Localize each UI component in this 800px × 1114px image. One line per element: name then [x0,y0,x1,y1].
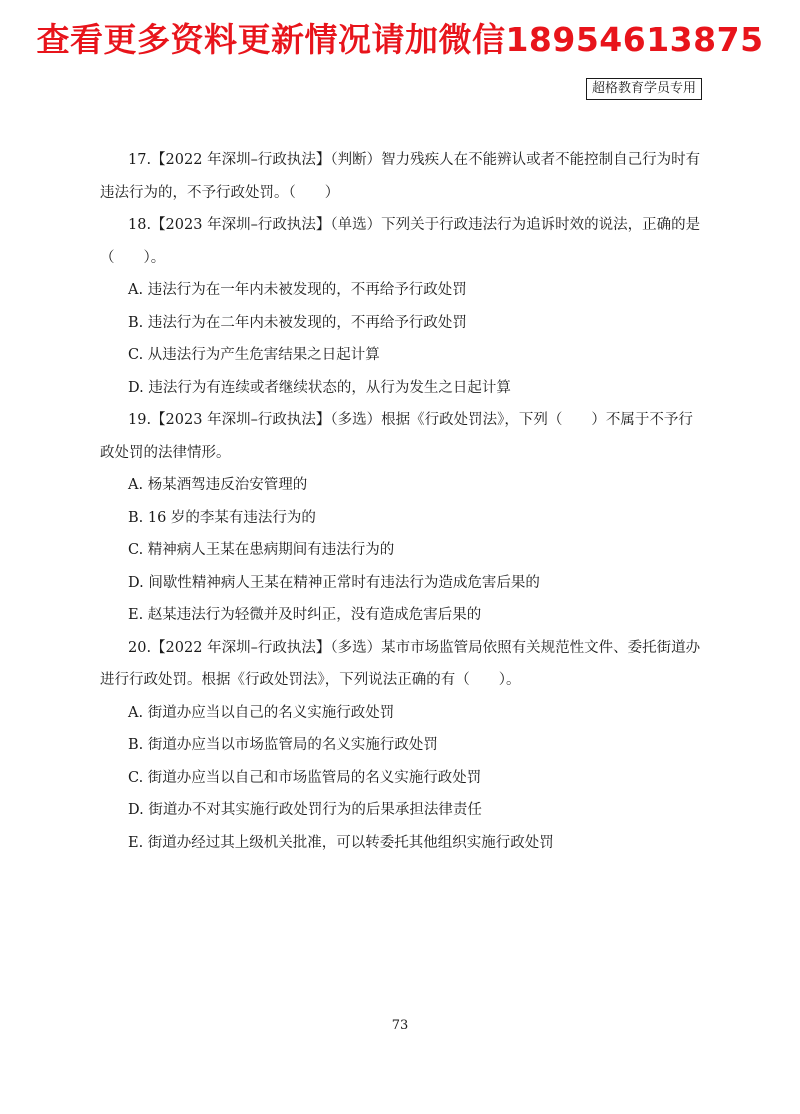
question-20-option-b: B. 街道办应当以市场监管局的名义实施行政处罚 [128,737,438,753]
page-number: 73 [391,1018,409,1033]
question-19-option-d: D. 间歇性精神病人王某在精神正常时有违法行为造成危害后果的 [128,574,540,591]
question-19-option-c: C. 精神病人王某在患病期间有违法行为的 [128,542,395,558]
question-18-option-d: D. 违法行为有连续或者继续状态的，从行为发生之日起计算 [128,379,511,396]
question-20-option-c: C. 街道办应当以自己和市场监管局的名义实施行政处罚 [128,769,482,786]
question-20-stem: 20.【2022 年深圳–行政执法】（多选）某市市场监管局依照有关规范性文件、委托街道办进行行政处罚。根据《行政处罚法》，下列说法正确的有（ ）。 [100,639,701,688]
question-18-option-c: C. 从违法行为产生危害结果之日起计算 [128,347,380,363]
question-20-option-e: E. 街道办经过其上级机关批准，可以转委托其他组织实施行政处罚 [128,834,554,851]
question-19-option-a: A. 杨某酒驾违反治安管理的 [128,477,308,493]
question-19-stem: 19.【2023 年深圳–行政执法】（多选）根据《行政处罚法》，下列（ ）不属于不予行政处罚的法律情形。 [100,412,693,461]
question-18-stem: 18.【2023 年深圳–行政执法】（单选）下列关于行政违法行为追诉时效的说法，正确的是（ ）。 [100,217,701,266]
question-18-option-b: B. 违法行为在二年内未被发现的，不再给予行政处罚 [128,314,467,331]
question-20-option-d: D. 街道办不对其实施行政处罚行为的后果承担法律责任 [128,802,482,818]
question-list [100,144,704,859]
question-17-stem: 17.【2022 年深圳–行政执法】（判断）智力残疾人在不能辨认或者不能控制自己行为时有违法行为的，不予行政处罚。（ ） [100,152,701,201]
student-use-stamp: 超格教育学员专用 [586,78,702,100]
watermark-banner: 查看更多资料更新情况请加微信18954613875 [36,20,764,59]
question-19-option-e: E. 赵某违法行为轻微并及时纠正，没有造成危害后果的 [128,607,482,623]
question-18-option-a: A. 违法行为在一年内未被发现的，不再给予行政处罚 [128,282,467,298]
question-19-option-b: B. 16 岁的李某有违法行为的 [128,509,316,526]
question-20-option-a: A. 街道办应当以自己的名义实施行政处罚 [128,704,395,721]
